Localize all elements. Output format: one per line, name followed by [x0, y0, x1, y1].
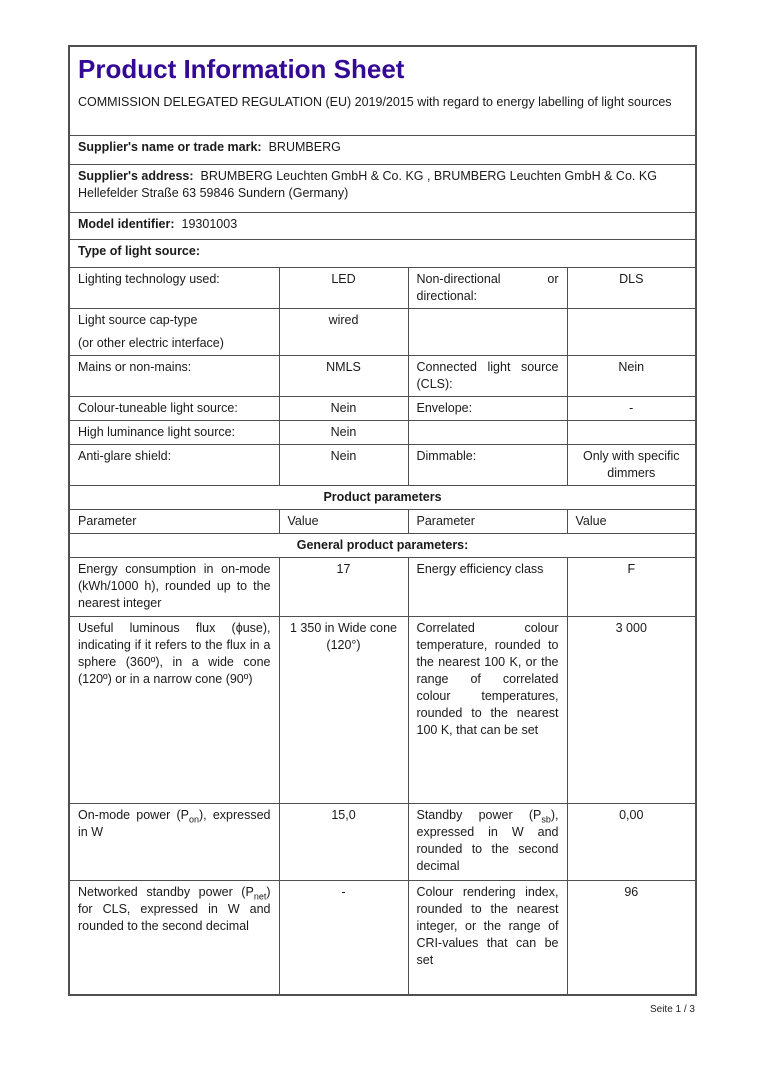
col-header-parameter-1: Parameter	[69, 509, 279, 533]
table-row	[69, 557, 696, 616]
standby-power-subscript: sb	[541, 814, 551, 824]
model-identifier-label: Model identifier:	[78, 216, 175, 231]
cap-type-line2: (or other electric interface)	[78, 335, 224, 350]
cell-cap-type-value: wired	[279, 308, 408, 355]
col-header-value-2: Value	[567, 509, 696, 533]
cell-standby-power-value: 0,00	[567, 803, 696, 880]
header-block-row	[69, 46, 696, 135]
cell-useful-flux-value: 1 350 in Wide cone (120°)	[279, 616, 408, 803]
networked-standby-text: Networked standby power (P	[78, 884, 254, 899]
cell-mains-label: Mains or non-mains:	[69, 355, 279, 396]
table-row	[69, 396, 696, 420]
table-row	[69, 803, 696, 880]
col-header-parameter-2: Parameter	[408, 509, 567, 533]
supplier-name-row	[69, 135, 696, 164]
table-row	[69, 420, 696, 444]
cell-colour-tuneable-value: Nein	[279, 396, 408, 420]
table-row	[69, 267, 696, 308]
cell-cri-value: 96	[567, 880, 696, 995]
cell-networked-standby-value: -	[279, 880, 408, 995]
cell-directionality-value: DLS	[567, 267, 696, 308]
section-product-parameters: Product parameters	[69, 485, 696, 509]
cell-directionality-label: Non-directional or directional:	[408, 267, 567, 308]
supplier-address-label: Supplier's address:	[78, 168, 194, 183]
table-row	[69, 616, 696, 803]
standby-power-text: ), expressed in W and rounded to the second decimal	[416, 807, 559, 873]
section-row	[69, 485, 696, 509]
cell-cls-label: Connected light source (CLS):	[408, 355, 567, 396]
col-header-value-1: Value	[279, 509, 408, 533]
page-number: Seite 1 / 3	[649, 1004, 695, 1015]
on-mode-power-text: On-mode power (P	[78, 807, 189, 822]
table-row	[69, 880, 696, 995]
cell-cri-label: Colour rendering index, rounded to the nearest integer, or the range of CRI-values that can be set	[408, 880, 567, 995]
cell-anti-glare-label: Anti-glare shield:	[69, 444, 279, 485]
cell-empty	[567, 420, 696, 444]
section-general-product-parameters: General product parameters:	[69, 533, 696, 557]
cell-on-mode-power-label	[69, 803, 279, 880]
supplier-address-row	[69, 164, 696, 212]
cell-cct-label: Correlated colour temperature, rounded to the nearest 100 K, or the range of correlated colour temperatures, rounded to the nearest 100 K, that can be set	[408, 616, 567, 803]
cell-energy-class-label: Energy efficiency class	[408, 557, 567, 616]
cell-dimmable-value: Only with specific dimmers	[567, 444, 696, 485]
model-identifier-row	[69, 212, 696, 239]
cell-useful-flux-label: Useful luminous flux (ϕuse), indicating if it refers to the flux in a sphere (360º), in a wide cone (120º) or in a narrow cone (90º)	[69, 616, 279, 803]
header-block-cell	[69, 46, 696, 135]
supplier-address-cell	[69, 164, 696, 212]
cell-on-mode-power-value: 15,0	[279, 803, 408, 880]
cap-type-line1: Light source cap-type	[78, 312, 198, 327]
table-row	[69, 444, 696, 485]
cell-lighting-technology-label: Lighting technology used:	[69, 267, 279, 308]
supplier-name-value: BRUMBERG	[268, 139, 341, 154]
table-row	[69, 355, 696, 396]
supplier-name-label: Supplier's name or trade mark:	[78, 139, 262, 154]
section-row	[69, 533, 696, 557]
on-mode-power-text: ), expressed in W	[78, 807, 271, 839]
table-row	[69, 308, 696, 355]
regulation-subtitle: COMMISSION DELEGATED REGULATION (EU) 2019/2015 with regard to energy labelling of light sources	[78, 95, 672, 109]
model-identifier-cell	[69, 212, 696, 239]
type-of-light-source-row	[69, 239, 696, 267]
cell-high-luminance-label: High luminance light source:	[69, 420, 279, 444]
product-information-table	[68, 45, 697, 996]
cell-cap-type-label	[69, 308, 279, 355]
cell-networked-standby-label	[69, 880, 279, 995]
cell-lighting-technology-value: LED	[279, 267, 408, 308]
cell-cls-value: Nein	[567, 355, 696, 396]
cell-energy-class-value: F	[567, 557, 696, 616]
standby-power-text: Standby power (P	[416, 807, 542, 822]
cell-cct-value: 3 000	[567, 616, 696, 803]
column-header-row	[69, 509, 696, 533]
type-of-light-source-cell	[69, 239, 696, 267]
cell-empty	[567, 308, 696, 355]
cell-energy-consumption-label: Energy consumption in on-mode (kWh/1000 h), rounded up to the nearest integer	[69, 557, 279, 616]
cell-colour-tuneable-label: Colour-tuneable light source:	[69, 396, 279, 420]
cell-dimmable-label: Dimmable:	[408, 444, 567, 485]
on-mode-power-subscript: on	[189, 814, 200, 824]
supplier-address-value: BRUMBERG Leuchten GmbH & Co. KG , BRUMBERG Leuchten GmbH & Co. KG Hellefelder Straße 63 59846 Sundern (Germany)	[78, 168, 657, 200]
cell-high-luminance-value: Nein	[279, 420, 408, 444]
cell-mains-value: NMLS	[279, 355, 408, 396]
networked-standby-text: ) for CLS, expressed in W and rounded to the second decimal	[78, 884, 271, 933]
cell-empty	[408, 308, 567, 355]
cell-envelope-value: -	[567, 396, 696, 420]
cell-anti-glare-value: Nein	[279, 444, 408, 485]
model-identifier-value: 19301003	[181, 216, 238, 231]
cell-envelope-label: Envelope:	[408, 396, 567, 420]
supplier-name-cell	[69, 135, 696, 164]
networked-standby-subscript: net	[253, 891, 267, 901]
cell-standby-power-label	[408, 803, 567, 880]
cell-empty	[408, 420, 567, 444]
type-of-light-source-label: Type of light source:	[78, 243, 200, 258]
page-title: Product Information Sheet	[78, 54, 405, 84]
cell-energy-consumption-value: 17	[279, 557, 408, 616]
